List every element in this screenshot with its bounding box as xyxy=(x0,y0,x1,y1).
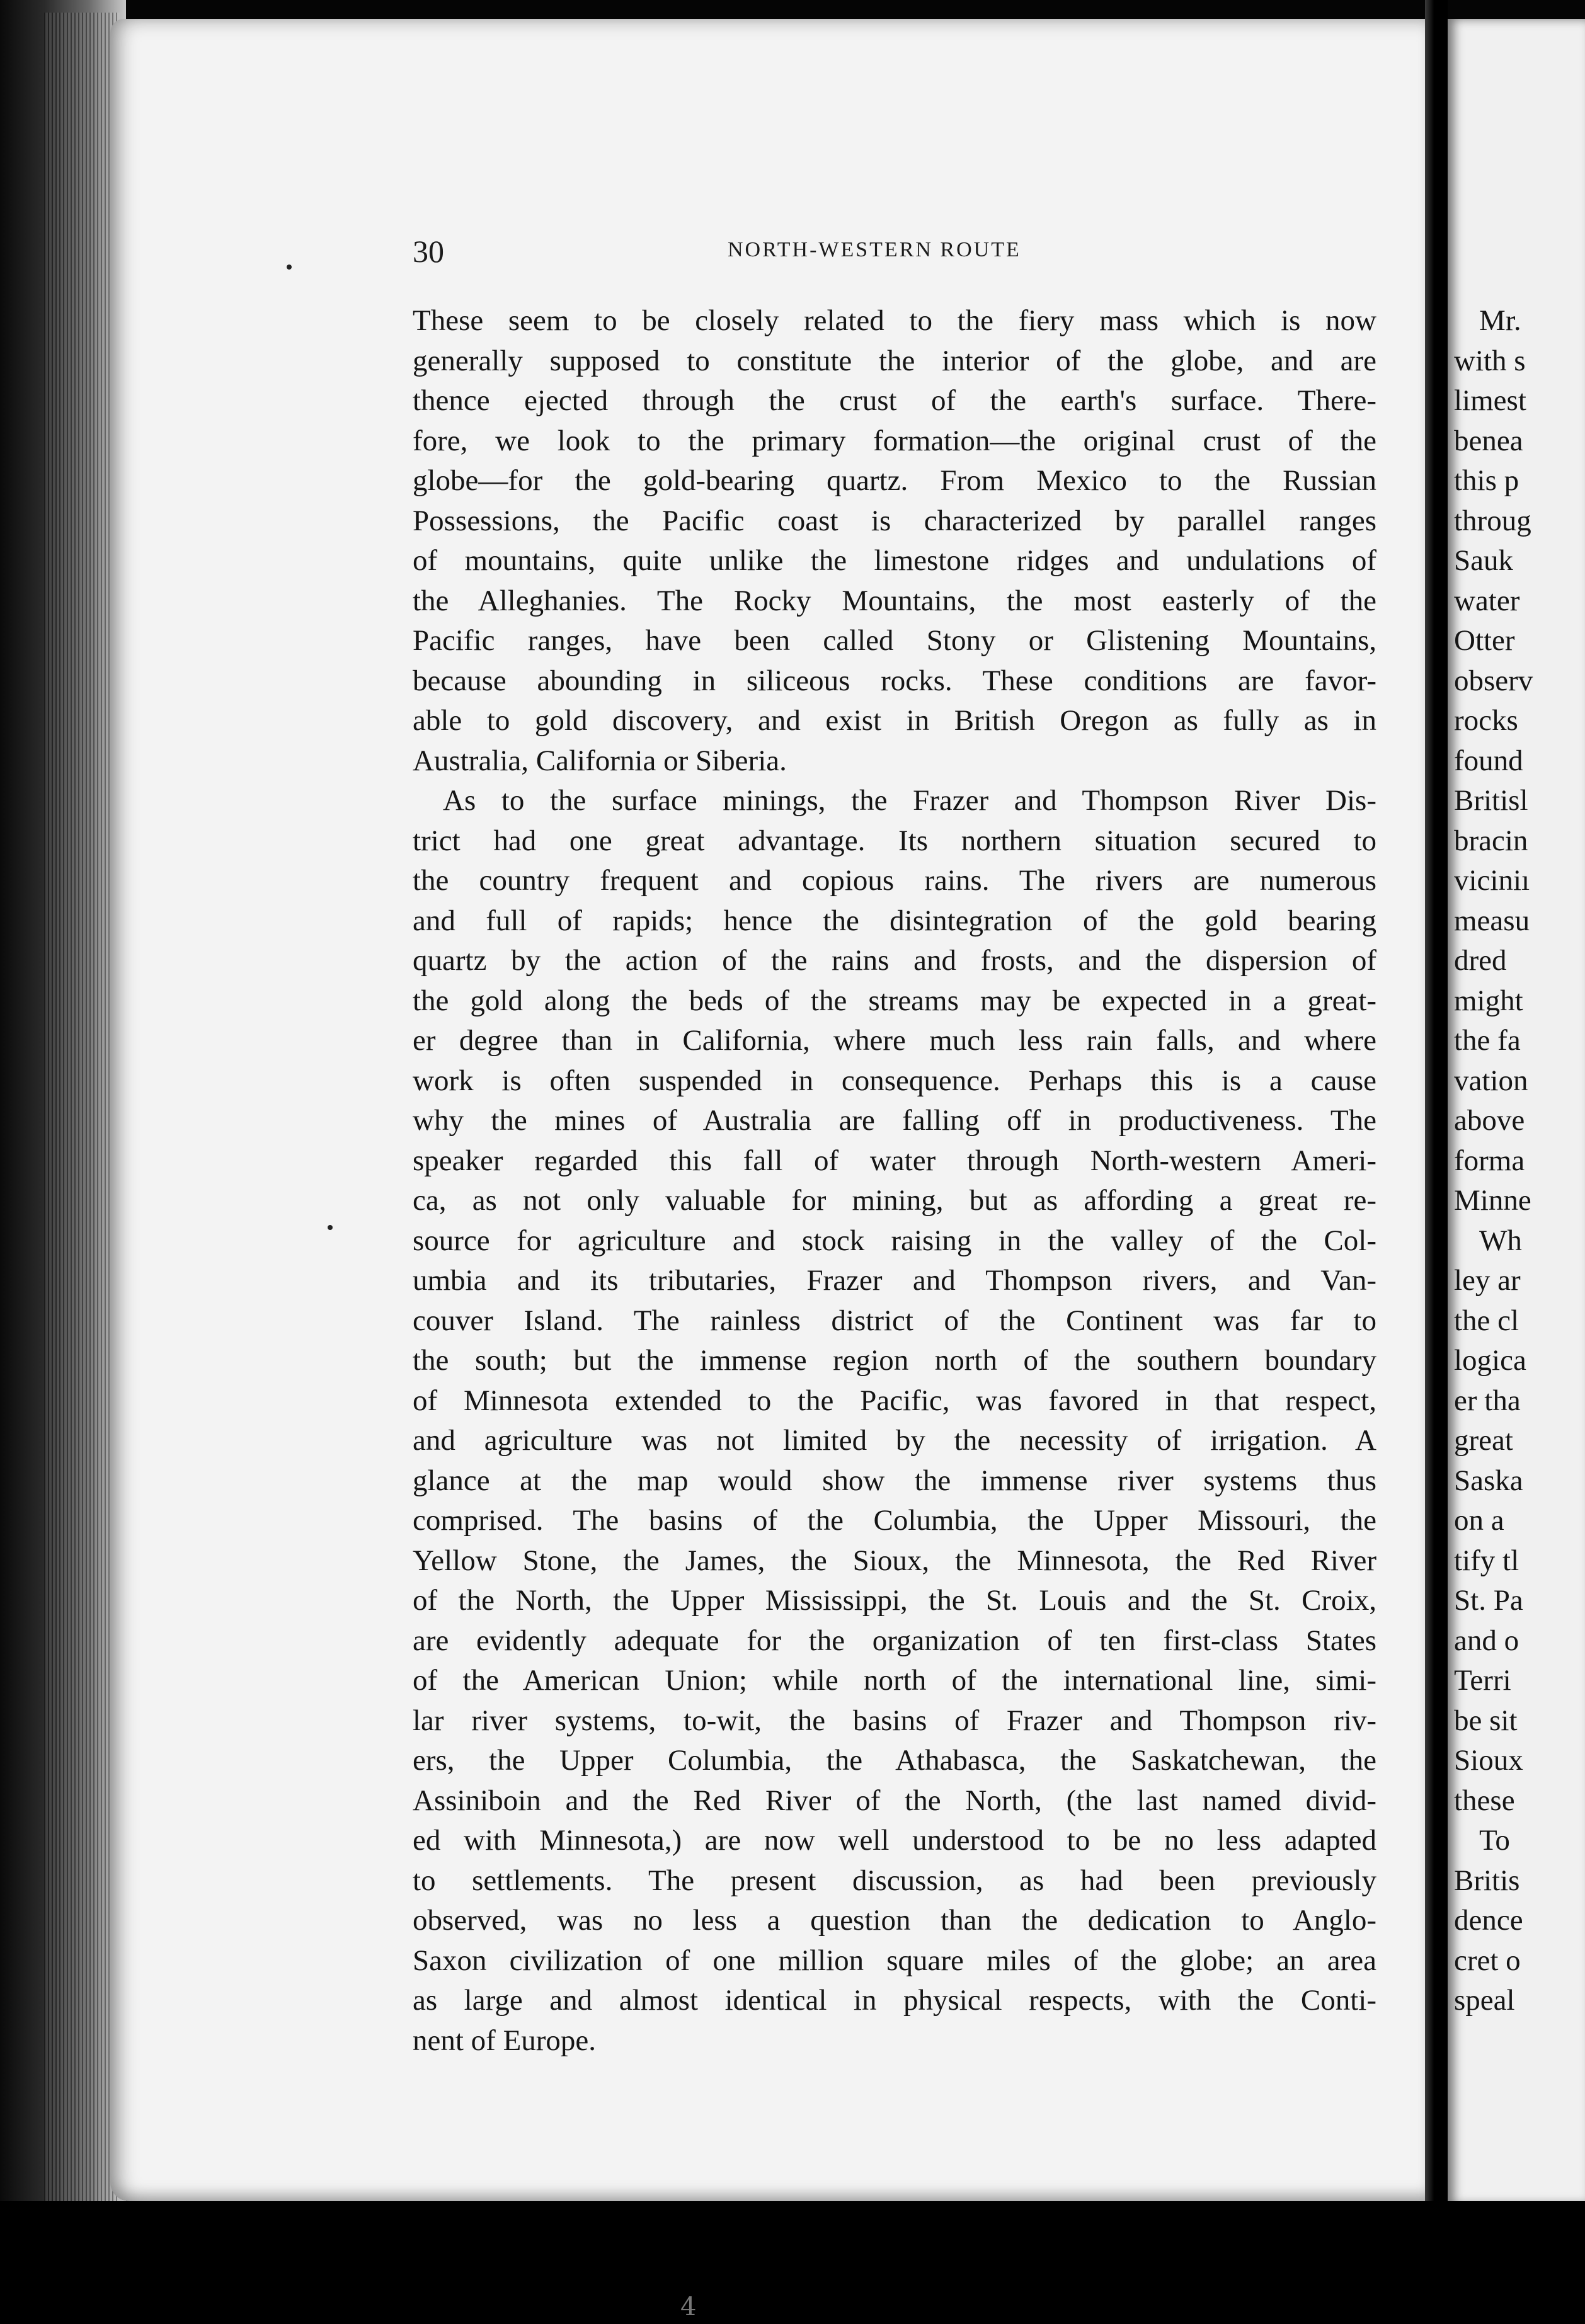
text-line: comprised. The basins of the Columbia, the Upper Missouri, the xyxy=(413,1504,1376,1537)
right-text-line: dred xyxy=(1454,944,1507,977)
right-text-line: the cl xyxy=(1454,1304,1519,1337)
text-line: able to gold discovery, and exist in British Oregon as fully as in xyxy=(413,704,1376,737)
right-text-line: Minne xyxy=(1454,1184,1531,1217)
text-line: er degree than in California, where much less rain falls, and where xyxy=(413,1024,1376,1057)
text-line: Yellow Stone, the James, the Sioux, the Minnesota, the Red River xyxy=(413,1544,1376,1577)
scan-bottom-border xyxy=(0,2201,1585,2324)
text-line: work is often suspended in consequence. Perhaps this is a cause xyxy=(413,1064,1376,1097)
right-text-line: and o xyxy=(1454,1624,1519,1657)
text-line: trict had one great advantage. Its northern situation secured to xyxy=(413,824,1376,857)
text-line: the gold along the beds of the streams may be expected in a great- xyxy=(413,984,1376,1017)
text-line: Assiniboin and the Red River of the North, (the last named divid- xyxy=(413,1784,1376,1817)
text-line: speaker regarded this fall of water through North-western Ameri- xyxy=(413,1144,1376,1177)
right-text-line: benea xyxy=(1454,424,1523,457)
right-text-line: Mr. xyxy=(1479,304,1521,337)
right-text-line: limest xyxy=(1454,384,1526,417)
text-line: Saxon civilization of one million square miles of the globe; an area xyxy=(413,1944,1376,1977)
right-text-line: might xyxy=(1454,984,1523,1017)
text-line: Pacific ranges, have been called Stony or Glistening Mountains, xyxy=(413,624,1376,657)
speck-mark xyxy=(328,1225,333,1230)
right-text-line: logica xyxy=(1454,1344,1526,1377)
right-text-line: Sauk xyxy=(1454,544,1513,577)
book-gutter xyxy=(1425,0,1448,2324)
text-line: These seem to be closely related to the fiery mass which is now xyxy=(413,304,1376,337)
text-line: the Alleghanies. The Rocky Mountains, the most easterly of the xyxy=(413,584,1376,617)
text-line: the south; but the immense region north of the southern boundary xyxy=(413,1344,1376,1377)
text-line: Australia, California or Siberia. xyxy=(413,744,787,777)
right-text-line: rocks xyxy=(1454,704,1518,737)
right-text-line: these xyxy=(1454,1784,1515,1817)
text-line: and full of rapids; hence the disintegration of the gold bearing xyxy=(413,904,1376,937)
right-text-line: speal xyxy=(1454,1984,1515,2017)
right-page-text xyxy=(1454,301,1580,2021)
text-line: why the mines of Australia are falling off in productiveness. The xyxy=(413,1104,1376,1137)
text-line: because abounding in siliceous rocks. These conditions are favor- xyxy=(413,664,1376,697)
right-text-line: Terri xyxy=(1454,1664,1511,1697)
right-text-line: Saska xyxy=(1454,1464,1523,1497)
right-text-line: water xyxy=(1454,584,1520,617)
right-text-line: with s xyxy=(1454,344,1526,377)
text-line: generally supposed to constitute the interior of the globe, and are xyxy=(413,344,1376,377)
right-text-line: tify tl xyxy=(1454,1544,1519,1577)
text-line: ca, as not only valuable for mining, but as affording a great re- xyxy=(413,1184,1376,1217)
text-line: ers, the Upper Columbia, the Athabasca, the Saskatchewan, the xyxy=(413,1744,1376,1777)
text-line: quartz by the action of the rains and frosts, and the dispersion of xyxy=(413,944,1376,977)
right-text-line: forma xyxy=(1454,1144,1525,1177)
right-text-line: throug xyxy=(1454,504,1531,537)
right-text-line: To xyxy=(1479,1824,1510,1857)
right-text-line: ley ar xyxy=(1454,1264,1521,1297)
right-text-line: vation xyxy=(1454,1064,1528,1097)
page-edges-texture xyxy=(44,13,120,2311)
right-text-line: be sit xyxy=(1454,1704,1518,1737)
text-line: nent of Europe. xyxy=(413,2024,597,2057)
text-line: globe—for the gold-bearing quartz. From Mexico to the Russian xyxy=(413,464,1376,497)
right-text-line: this p xyxy=(1454,464,1519,497)
text-line: of the American Union; while north of the international line, simi- xyxy=(413,1664,1376,1697)
text-line: of mountains, quite unlike the limestone ridges and undulations of xyxy=(413,544,1376,577)
text-line: as large and almost identical in physical respects, with the Conti- xyxy=(413,1984,1376,2017)
text-line: lar river systems, to-wit, the basins of Frazer and Thompson riv- xyxy=(413,1704,1376,1737)
text-line: glance at the map would show the immense river systems thus xyxy=(413,1464,1376,1497)
right-text-line: Otter xyxy=(1454,624,1515,657)
text-line: ed with Minnesota,) are now well understood to be no less adapted xyxy=(413,1824,1376,1857)
right-text-line: Wh xyxy=(1479,1224,1522,1257)
text-line: are evidently adequate for the organization of ten first-class States xyxy=(413,1624,1376,1657)
text-line: to settlements. The present discussion, as had been previously xyxy=(413,1864,1376,1897)
text-line: couver Island. The rainless district of the Continent was far to xyxy=(413,1304,1376,1337)
text-line: of the North, the Upper Mississippi, the St. Louis and the St. Croix, xyxy=(413,1584,1376,1617)
text-line: As to the surface minings, the Frazer and Thompson River Dis- xyxy=(443,784,1376,817)
text-line: fore, we look to the primary formation—the original crust of the xyxy=(413,424,1376,457)
text-line: Possessions, the Pacific coast is characterized by parallel ranges xyxy=(413,504,1376,537)
text-line: and agriculture was not limited by the necessity of irrigation. A xyxy=(413,1424,1376,1457)
right-text-line: on a xyxy=(1454,1504,1504,1537)
signature-mark: 4 xyxy=(680,2293,697,2321)
text-line: observed, was no less a question than the dedication to Anglo- xyxy=(413,1904,1376,1937)
right-text-line: above xyxy=(1454,1104,1525,1137)
right-text-line: Britisl xyxy=(1454,784,1528,817)
right-text-line: bracin xyxy=(1454,824,1528,857)
right-text-line: Britis xyxy=(1454,1864,1520,1897)
right-text-line: observ xyxy=(1454,664,1533,697)
right-text-line: Sioux xyxy=(1454,1744,1523,1777)
body-text xyxy=(413,301,1376,2061)
right-text-line: er tha xyxy=(1454,1384,1521,1417)
right-text-line: dence xyxy=(1454,1904,1523,1937)
text-line: the country frequent and copious rains. The rivers are numerous xyxy=(413,864,1376,897)
right-text-line: the fa xyxy=(1454,1024,1521,1057)
page-number: 30 xyxy=(413,234,444,269)
right-text-line: measu xyxy=(1454,904,1530,937)
right-text-line: great xyxy=(1454,1424,1513,1457)
right-text-line: cret o xyxy=(1454,1944,1521,1977)
running-head: NORTH-WESTERN ROUTE xyxy=(728,238,1021,261)
right-text-line: found xyxy=(1454,744,1523,777)
text-line: umbia and its tributaries, Frazer and Thompson rivers, and Van- xyxy=(413,1264,1376,1297)
right-text-line: St. Pa xyxy=(1454,1584,1523,1617)
text-line: source for agriculture and stock raising in the valley of the Col- xyxy=(413,1224,1376,1257)
right-text-line: viciniı xyxy=(1454,864,1530,897)
text-line: thence ejected through the crust of the earth's surface. There- xyxy=(413,384,1376,417)
speck-mark xyxy=(287,265,292,270)
text-line: of Minnesota extended to the Pacific, was favored in that respect, xyxy=(413,1384,1376,1417)
